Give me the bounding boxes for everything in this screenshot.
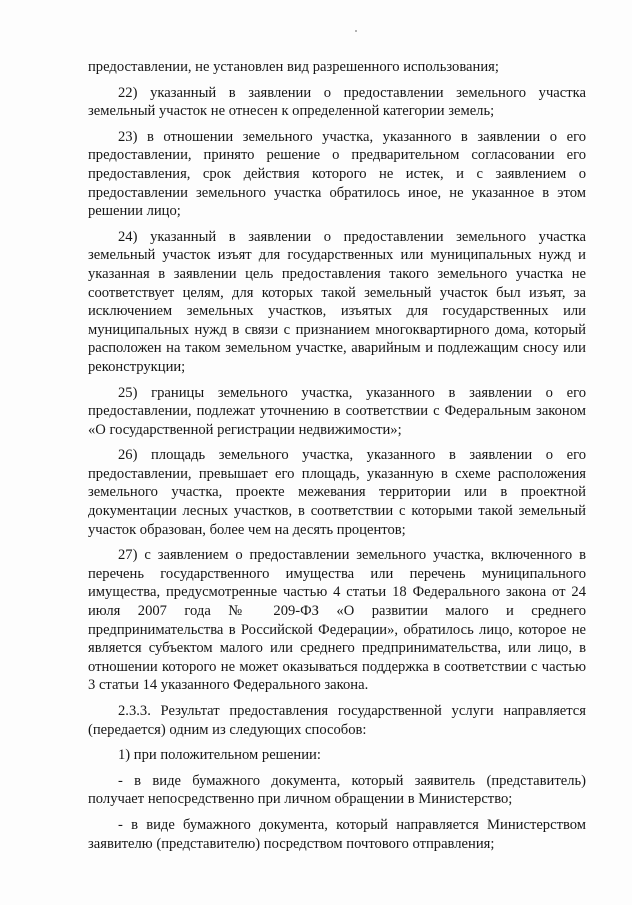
paragraph-item-27: 27) с заявлением о предоставлении земельного участка, включенного в перечень государственного имущества или перечень муниципального имущества, предусмотренные частью 4 статьи 18 Федерального закона от 24 июля 2007 года № 209-ФЗ «О развитии малого и среднего предпринимательства в Российской Федерации», обратилось лицо, которое не является субъектом малого или среднего предпринимательства, или лицо, в отношении которого не может оказываться поддержка в соответствии с частью 3 статьи 14 указанного Федерального закона. [88,547,586,694]
paragraph-item-26: 26) площадь земельного участка, указанного в заявлении о его предоставлении, превышает его площадь, указанную в схеме расположения земельного участка, проекте межевания территории или в проектной документации лесных участков, в соответствии с которыми такой земельный участок образован, более чем на десять процентов; [88,447,586,538]
paragraph-item-23: 23) в отношении земельного участка, указанного в заявлении о его предоставлении, принято решение о предварительном согласовании его предоставления, срок действия которого не истек, и с заявлением о предоставлении земельного участка обратилось иное, не указанное в этом решении лицо; [88,128,586,220]
paragraph-positive-decision: 1) при положительном решении: [118,747,321,764]
paragraph-continuation: предоставлении, не установлен вид разрешенного использования; [88,59,499,75]
paragraph-paper-by-mail: - в виде бумажного документа, который направляется Министерством заявителю (представителю) посредством почтового отправления; [88,816,586,852]
paragraph-paper-in-person: - в виде бумажного документа, который заявитель (представитель) получает непосредственно при личном обращении в Министерство; [88,772,586,808]
paragraph-item-24: 24) указанный в заявлении о предоставлении земельного участка земельный участок изъят для государственных или муниципальных нужд и указанная в заявлении цель предоставления такого земельного участка не соответствует целям, для которых такой земельный участок был изъят, за исключением земельных участков, изъятых для государственных или муниципальных нужд в связи с признанием многоквартирного дома, который расположен на таком земельном участке, аварийным и подлежащим сносу или реконструкции; [88,228,586,375]
scan-speck [355,30,357,32]
document-body [88,58,586,860]
paragraph-section-2-3-3: 2.3.3. Результат предоставления государственной услуги направляется (передается) одним из следующих способов: [88,703,586,738]
paragraph-item-25: 25) границы земельного участка, указанного в заявлении о его предоставлении, подлежат уточнению в соответствии с Федеральным законом «О государственной регистрации недвижимости»; [88,384,586,438]
paragraph-item-22: 22) указанный в заявлении о предоставлении земельного участка земельный участок не отнесен к определенной категории земель; [88,84,586,120]
